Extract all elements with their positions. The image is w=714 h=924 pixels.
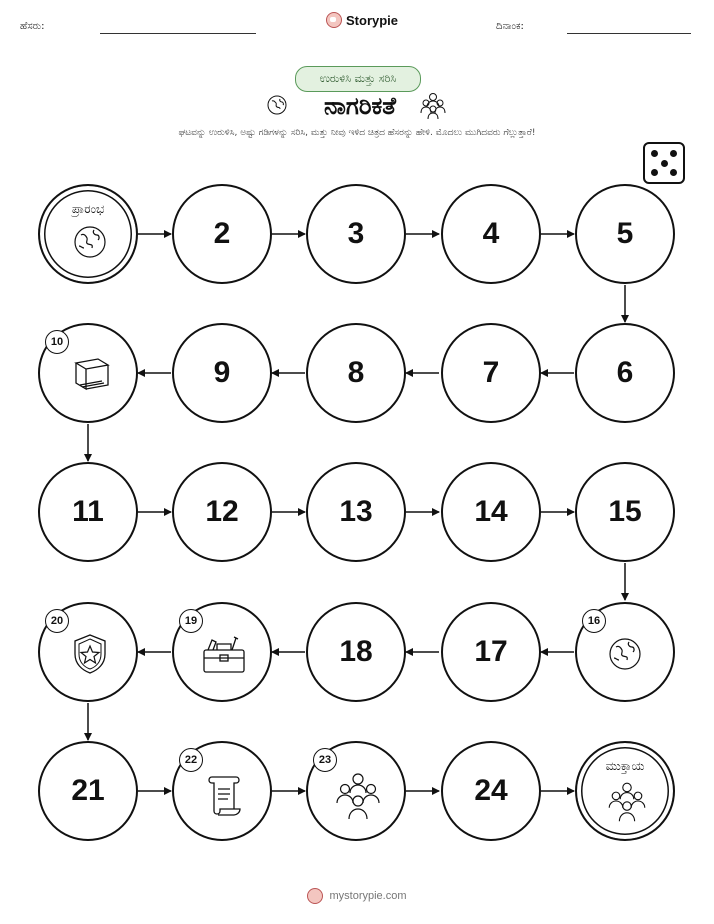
footer: [0, 888, 714, 904]
book-icon: [68, 355, 112, 395]
game-type-pill: ಉರುಳಿಸಿ ಮತ್ತು ಸರಿಸಿ: [295, 66, 421, 92]
space-3[interactable]: 3: [306, 184, 406, 284]
space-9[interactable]: 9: [172, 323, 272, 423]
group-of-people-icon: [605, 779, 649, 823]
space-5[interactable]: 5: [575, 184, 675, 284]
finish-label: ಮುಕ್ತಾಯ: [605, 759, 645, 773]
space-15[interactable]: 15: [575, 462, 675, 562]
space-21[interactable]: 21: [38, 741, 138, 841]
page-title: ನಾಗರಿಕತೆ: [324, 92, 396, 120]
globe-icon: [72, 224, 108, 260]
space-24[interactable]: 24: [441, 741, 541, 841]
start-label: ಪ್ರಾರಂಭ: [71, 202, 105, 216]
scroll-icon: [204, 771, 244, 817]
shield-star-icon: [70, 632, 110, 676]
space-7[interactable]: 7: [441, 323, 541, 423]
space-19-badge: 19: [179, 609, 203, 633]
space-start[interactable]: [38, 184, 138, 284]
name-label: ಹೆಸರು:: [20, 21, 45, 32]
space-12[interactable]: 12: [172, 462, 272, 562]
space-22-badge: 22: [179, 748, 203, 772]
space-18[interactable]: 18: [306, 602, 406, 702]
space-14[interactable]: 14: [441, 462, 541, 562]
globe-icon: [607, 636, 643, 672]
space-20-badge: 20: [45, 609, 69, 633]
space-17[interactable]: 17: [441, 602, 541, 702]
space-2[interactable]: 2: [172, 184, 272, 284]
group-of-people-icon: [332, 769, 384, 821]
space-10-badge: 10: [45, 330, 69, 354]
space-16-badge: 16: [582, 609, 606, 633]
brand-name: Storypie: [346, 12, 399, 28]
space-6[interactable]: 6: [575, 323, 675, 423]
space-8[interactable]: 8: [306, 323, 406, 423]
space-11[interactable]: 11: [38, 462, 138, 562]
toolbox-icon: [200, 634, 248, 676]
date-label: ದಿನಾಂಕ:: [496, 21, 524, 32]
footer-site[interactable]: mystorypie.com: [329, 890, 407, 902]
instructions: ಘಟವನ್ನು ಉರುಳಿಸಿ, ಅಷ್ಟು ಗಡಿಗಳನ್ನು ಸರಿಸಿ, ಮತ್ತು ನೀವು ಇಳಿದ ಚಿತ್ರದ ಹೆಸರನ್ನು ಹೇಳಿ. ಮೊದಲು ಮುಗಿದವರು ಗೆಲ್ಲುತ್ತಾರೆ!: [178, 128, 536, 138]
space-finish[interactable]: [575, 741, 675, 841]
space-23-badge: 23: [313, 748, 337, 772]
storypie-logo-icon: [307, 888, 323, 904]
space-13[interactable]: 13: [306, 462, 406, 562]
space-4[interactable]: 4: [441, 184, 541, 284]
